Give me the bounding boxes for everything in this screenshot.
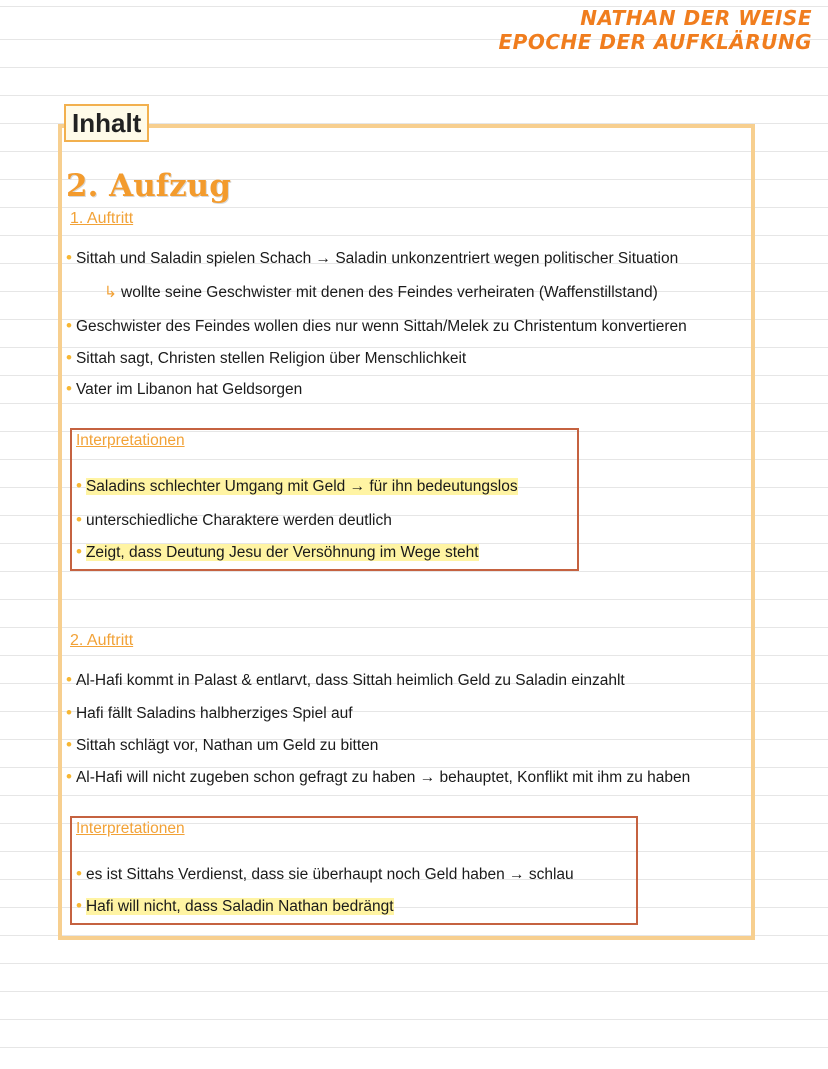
list-item: • Al-Hafi kommt in Palast & entlarvt, dass Sittah heimlich Geld zu Saladin einzahlt [66,670,625,689]
inhalt-label: Inhalt [64,104,149,142]
bullet-dot: • [76,864,82,883]
list-item: • Geschwister des Feindes wollen dies nur wenn Sittah/Melek zu Christentum konvertieren [66,316,687,335]
list-item: • Hafi will nicht, dass Saladin Nathan bedrängt [76,896,394,915]
page-title: 2. Aufzug [66,168,231,204]
sub-arrow-icon: ↳ [104,284,117,301]
list-item: • Hafi fällt Saladins halbherziges Spiel auf [66,703,353,722]
bullet-dot: • [76,542,82,561]
bullet-dot: • [76,510,82,529]
bullet-dot: • [66,348,72,367]
interpretation-heading: Interpretationen [76,820,185,837]
bullet-dot: • [66,379,72,398]
bullet-dot: • [66,316,72,335]
bullet-dot: • [76,476,82,495]
bullet-dot: • [66,767,72,786]
auftritt1-heading: 1. Auftritt [70,210,134,227]
list-item: • Saladins schlechter Umgang mit Geld → für ihn bedeutungslos [76,476,518,495]
header [499,6,813,54]
list-item: ↳ wollte seine Geschwister mit denen des Feindes verheiraten (Waffenstillstand) [104,284,658,301]
list-item: • Zeigt, dass Deutung Jesu der Versöhnung im Wege steht [76,542,479,561]
bullet-dot: • [66,670,72,689]
list-item: • unterschiedliche Charaktere werden deutlich [76,510,392,529]
header-subtitle: EPOCHE DER AUFKLÄRUNG [498,30,812,54]
list-item: • Vater im Libanon hat Geldsorgen [66,379,303,398]
header-title: NATHAN DER WEISE [580,6,812,30]
list-item: • es ist Sittahs Verdienst, dass sie überhaupt noch Geld haben → schlau [76,864,574,883]
list-item: • Sittah schlägt vor, Nathan um Geld zu bitten [66,735,379,754]
interpretation-box-2 [70,816,638,925]
list-item: • Al-Hafi will nicht zugeben schon gefragt zu haben → behauptet, Konflikt mit ihm zu haben [66,767,691,786]
auftritt2-heading: 2. Auftritt [70,632,134,649]
bullet-dot: • [66,248,72,267]
interpretation-heading: Interpretationen [76,432,185,449]
bullet-dot: • [66,703,72,722]
list-item: • Sittah und Saladin spielen Schach → Saladin unkonzentriert wegen politischer Situation [66,248,679,267]
bullet-dot: • [76,896,82,915]
list-item: • Sittah sagt, Christen stellen Religion über Menschlichkeit [66,348,467,367]
bullet-dot: • [66,735,72,754]
interpretation-box-1 [70,428,579,571]
